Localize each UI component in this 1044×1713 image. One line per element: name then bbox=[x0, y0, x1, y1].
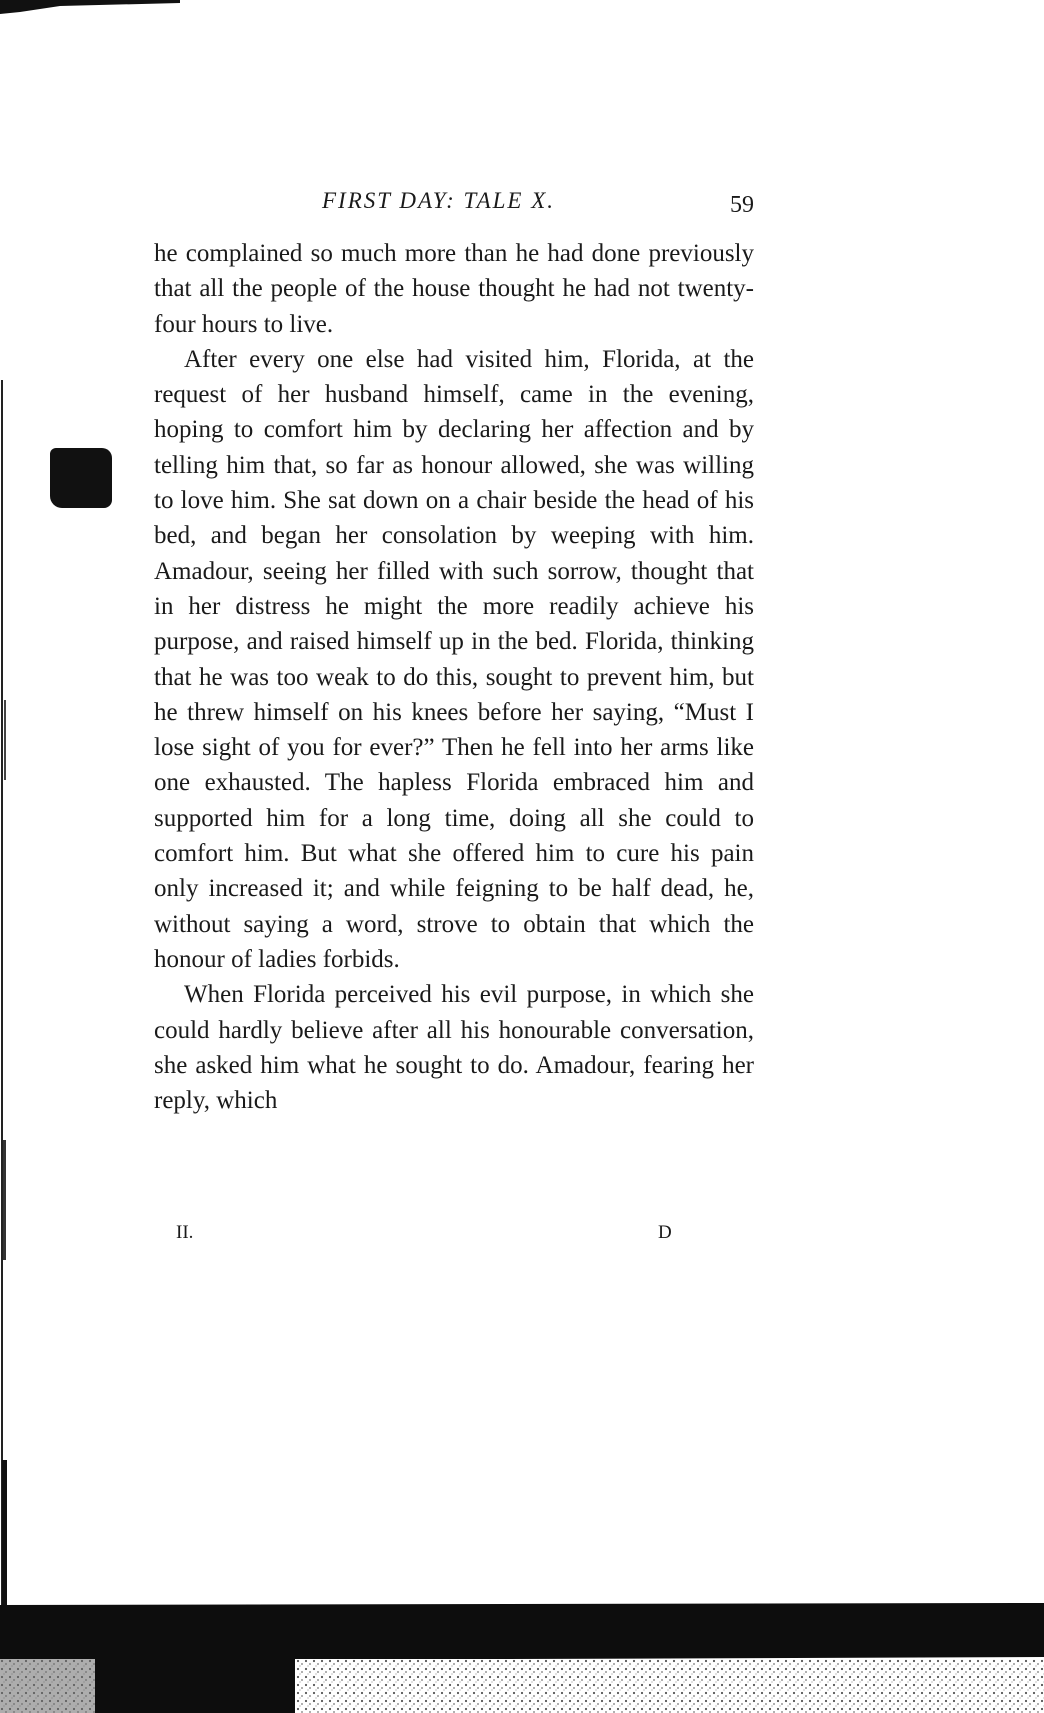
paragraph: When Florida perceived his evil purpose, in which she could hardly believe after all his honourable conversation, she asked him what he sought to do. Amadour, fearing her reply, which bbox=[154, 981, 754, 1115]
volume-mark: II. bbox=[176, 1222, 194, 1243]
scan-artifact-blot bbox=[50, 448, 112, 508]
running-head bbox=[154, 182, 754, 222]
scan-artifact-bottom-band bbox=[0, 1595, 1044, 1713]
paragraph: After every one else had visited him, Florida, at the request of her husband himself, came in the evening, hoping to comfort him by declaring her affection and by telling him that, so far as honour allowed, she was willing to love him. She sat down on a chair beside the head of his bed, and began her consolation by weeping with him. Amadour, seeing her filled with such sorrow, thought that in her distress he might the more readily achieve his purpose, and raised himself up in the bed. Florida, thinking that he was too weak to do this, sought to prevent him, but he threw himself on his knees before her saying, “Must I lose sight of you for ever?” Then he fell into her arms like one exhausted. The hapless Florida embraced him and supported him for a long time, doing all she could to comfort him. But what she offered him to cure his pain only increased it; and while feigning to be half dead, he, without saying a word, strove to obtain that which the honour of ladies forbids. bbox=[154, 345, 754, 973]
running-title: FIRST DAY: TALE X. bbox=[322, 188, 556, 213]
body-text bbox=[154, 236, 754, 1118]
paragraph-continued: he complained so much more than he had done previously that all the people of the house thought he had not twenty-four hours to live. bbox=[154, 240, 754, 338]
page-number: 59 bbox=[730, 192, 754, 218]
scan-artifact-top bbox=[0, 0, 180, 14]
signature-mark: D bbox=[658, 1222, 672, 1243]
page-footer bbox=[154, 1222, 754, 1252]
scan-artifact-left-edge bbox=[0, 380, 8, 1700]
